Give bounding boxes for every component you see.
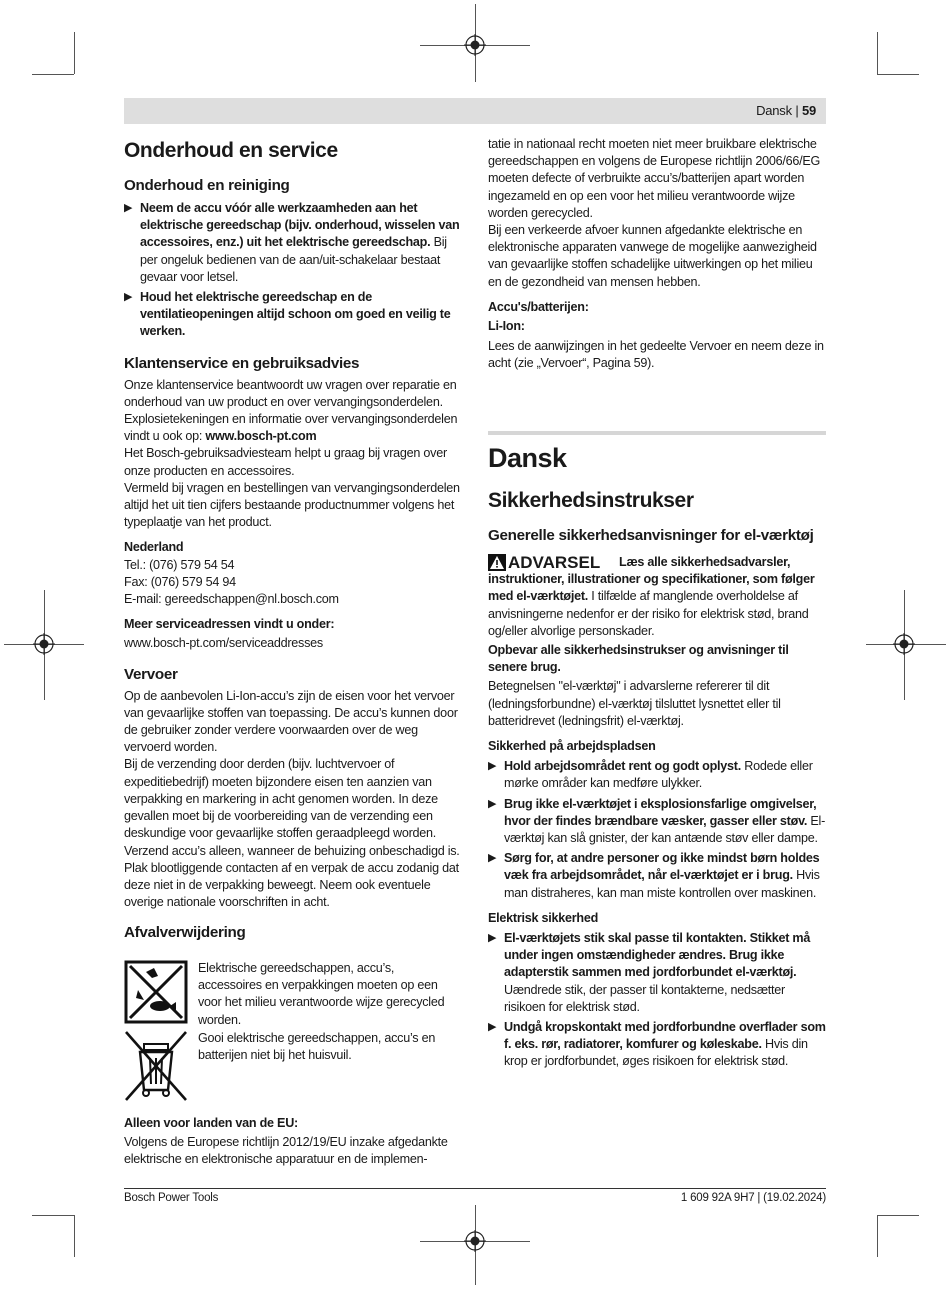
warning-triangle-icon bbox=[488, 554, 506, 571]
bullet-bold-text: Houd het elektrische gereedschap en de ventilatieopeningen altijd schoon om goed en veilig te werken. bbox=[140, 290, 451, 339]
heading-elektrisk: Elektrisk sikkerhed bbox=[488, 910, 599, 925]
crop-mark-top-left bbox=[74, 32, 75, 74]
left-column bbox=[124, 138, 462, 943]
paragraph: Op de aanbevolen Li-Ion-accu’s zijn de eisen voor het vervoer van gevaarlijke stoffen van toepassing. De accu’s kunnen door de gebruiker zonder verdere voorwaarden over de weg vervoerd worden. bbox=[124, 688, 458, 755]
bullet-bold-text: El-værktøjets stik skal passe til kontakten. Stikket må under ingen omstændigheder ændres. Brug ikke adapterstik sammen med jordforbundet el-værktøj. bbox=[504, 931, 811, 980]
heading-klantenservice: Klantenservice en gebruiksadvies bbox=[124, 354, 360, 372]
contact-fax: Fax: (076) 579 54 94 bbox=[124, 574, 236, 589]
afval-icon2-text: Gooi elektrische gereedschappen, accu’s en batterijen niet bij het huisvuil. bbox=[198, 1031, 436, 1063]
bullet-item bbox=[488, 850, 826, 902]
bullet-text: Bij per ongeluk bedienen van de aan/uit-schakelaar bestaat gevaar voor letsel. bbox=[140, 235, 447, 284]
bullet-triangle-icon: ▶ bbox=[488, 1021, 497, 1034]
bullet-item bbox=[124, 200, 462, 286]
heading-onderhoud-reiniging: Onderhoud en reiniging bbox=[124, 177, 290, 194]
paragraph: Lees de aanwijzingen in het gedeelte Vervoer en neem deze in acht (zie „Vervoer“, Pagina 59). bbox=[488, 339, 824, 371]
warning-text: I tilfælde af manglende overholdelse af anvisningerne nedenfor er der risiko for elektrisk stød, brand og/eller alvorlige personskader. bbox=[488, 589, 809, 638]
bullet-triangle-icon: ▶ bbox=[124, 291, 133, 304]
bullet-bold-text: Brug ikke el-værktøjet i eksplosionsfarlige omgivelser, hvor der findes brændbare væsker, gasser eller støv. bbox=[504, 796, 817, 828]
page-header bbox=[124, 98, 826, 124]
bullet-text: Hvis din krop er jordforbundet, øges risikoen for elektrisk stød. bbox=[504, 1037, 808, 1069]
bullet-bold-text: Hold arbejdsområdet rent og godt oplyst. bbox=[504, 759, 741, 774]
bullet-triangle-icon: ▶ bbox=[124, 202, 133, 214]
paragraph bbox=[124, 377, 462, 446]
heading-arbejdspladsen: Sikkerhed på arbejdspladsen bbox=[488, 739, 656, 754]
accu-heading: Accu's/batterijen: bbox=[488, 299, 589, 314]
country-heading: Nederland bbox=[124, 540, 184, 555]
opbevar-text: Opbevar alle sikkerhedsinstrukser og anvisninger til senere brug. bbox=[488, 643, 789, 675]
heading-afvalverwijdering: Afvalverwijdering bbox=[124, 924, 246, 942]
footer-rule bbox=[124, 1188, 826, 1189]
bullet-text: Rodede eller mørke områder kan medføre ulykker. bbox=[504, 759, 813, 791]
right-column-top bbox=[488, 136, 826, 373]
footer-left: Bosch Power Tools bbox=[124, 1192, 219, 1204]
heading-generelle: Generelle sikkerhedsanvisninger for el-værktøj bbox=[488, 527, 814, 544]
paragraph-text: Onze klantenservice beantwoordt uw vragen over reparatie en onderhoud van uw product en over vervangingsonderdelen. Explosietekeningen en informatie over vervangingsonderdelen vindt u ook op: bbox=[124, 377, 458, 444]
section-divider bbox=[488, 431, 826, 435]
section-title-onderhoud: Onderhoud en service bbox=[124, 139, 338, 162]
bosch-url-link[interactable]: www.bosch-pt.com bbox=[205, 429, 317, 444]
service-addresses-link[interactable]: www.bosch-pt.com/serviceaddresses bbox=[124, 636, 323, 651]
contact-tel: Tel.: (076) 579 54 54 bbox=[124, 557, 235, 572]
right-column-dansk bbox=[488, 442, 826, 1071]
more-addresses-heading: Meer serviceadressen vindt u onder: bbox=[124, 617, 335, 632]
bullet-text: Uændrede stik, der passer til kontakterne, nedsætter risikoen for elektrisk stød. bbox=[504, 982, 785, 1014]
crop-mark-top-right-h bbox=[877, 74, 919, 75]
page-number: 59 bbox=[801, 103, 816, 118]
registration-target-icon bbox=[464, 34, 486, 56]
paragraph: Bij een verkeerde afvoer kunnen afgedankte elektrische en elektronische apparaten vanwege de mogelijke aanwezigheid van gevaarlijke stoffen schadelijke uitwerkingen op het milieu en de gezondheid van mensen hebben. bbox=[488, 223, 817, 289]
heading-vervoer: Vervoer bbox=[124, 665, 178, 683]
registration-target-icon bbox=[893, 633, 915, 655]
paragraph: tatie in nationaal recht moeten niet meer bruikbare elektrische gereedschappen en volgens de Europese richtlijn 2006/66/EG moeten defecte of verbruikte accu’s/batterijen apart worden ingezameld en op een voor het milieu verantwoorde wijze worden gerecycled. bbox=[488, 137, 821, 220]
bullet-text: Hvis man distraheres, kan man miste kontrollen over maskinen. bbox=[504, 868, 820, 900]
afval-icon1-text: Elektrische gereedschappen, accu’s, accessoires en verpakkingen moeten op een voor het milieu verantwoorde wijze gerecycled worden. bbox=[198, 961, 445, 1027]
left-column-bottom bbox=[124, 1115, 462, 1169]
header-language-page: Dansk | 59 bbox=[756, 103, 816, 118]
bullet-triangle-icon: ▶ bbox=[488, 760, 497, 773]
registration-target-icon bbox=[464, 1230, 486, 1252]
bullet-item bbox=[488, 758, 826, 792]
crop-mark-bottom-right-h bbox=[877, 1215, 919, 1216]
warning-bold-text: Læs alle sikkerhedsadvarsler, instruktioner, illustrationer og specifikationer, som følger med el-værktøjet. bbox=[488, 555, 815, 604]
bullet-triangle-icon: ▶ bbox=[488, 797, 497, 810]
registration-target-icon bbox=[33, 633, 55, 655]
crossed-bin-icon bbox=[124, 1030, 188, 1102]
crop-mark-bottom-right bbox=[877, 1215, 878, 1257]
paragraph: Verzend accu’s alleen, wanneer de behuizing onbeschadigd is. Plak blootliggende contacten af en verpak de accu zodanig dat deze niet in de verpakking beweegt. Neem ook eventuele overige nationale voorschriften in acht. bbox=[124, 843, 460, 910]
paragraph: Betegnelsen "el-værktøj" i advarslerne refererer til dit (ledningsforbundne) el-værktøj tilsluttet lysnettet eller til batteridrevet (ledningsfrit) el-værktøj. bbox=[488, 679, 781, 728]
bullet-item bbox=[124, 289, 462, 341]
bullet-bold-text: Undgå kropskontakt med jordforbundne overflader som f. eks. rør, radiatorer, komfurer og køleskabe. bbox=[504, 1020, 826, 1052]
bullet-triangle-icon: ▶ bbox=[488, 852, 497, 865]
contact-email: E-mail: gereedschappen@nl.bosch.com bbox=[124, 592, 339, 607]
crop-mark-top-left-h bbox=[32, 74, 74, 75]
paragraph: Vermeld bij vragen en bestellingen van vervangingsonderdelen altijd het uit tien cijfers bestaande productnummer volgens het typeplaatje van het product. bbox=[124, 480, 460, 530]
bullet-text: El-værktøj kan slå gnister, der kan antænde støv eller dampe. bbox=[504, 813, 826, 846]
liion-heading: Li-Ion: bbox=[488, 319, 525, 334]
sikkerhed-title: Sikkerhedsinstrukser bbox=[488, 489, 694, 512]
paragraph: Het Bosch-gebruiksadviesteam helpt u graag bij vragen over onze producten en accessoires. bbox=[124, 446, 447, 478]
crop-mark-top-right bbox=[877, 32, 878, 74]
crop-mark-bottom-left-h bbox=[32, 1215, 74, 1216]
bullet-item bbox=[488, 1019, 826, 1071]
crop-mark-bottom-left bbox=[74, 1215, 75, 1257]
warning-label bbox=[488, 554, 600, 571]
bullet-triangle-icon: ▶ bbox=[488, 932, 497, 945]
bullet-item bbox=[488, 930, 826, 1016]
recycle-packaging-icon bbox=[124, 960, 188, 1024]
header-language: Dansk bbox=[756, 103, 792, 118]
warning-label-text: ADVARSEL bbox=[508, 553, 601, 572]
bullet-bold-text: Sørg for, at andre personer og ikke mindst børn holdes væk fra arbejdsområdet, når el-værktøjet er i brug. bbox=[504, 851, 820, 883]
dansk-title: Dansk bbox=[488, 443, 567, 473]
bullet-bold-text: Neem de accu vóór alle werkzaamheden aan het elektrische gereedschap (bijv. onderhoud, wisselen van accessoires, enz.) uit het elektrische gereedschap. bbox=[140, 201, 460, 250]
footer-right: 1 609 92A 9H7 | (19.02.2024) bbox=[680, 1192, 826, 1204]
paragraph: Bij de verzending door derden (bijv. luchtvervoer of expeditiebedrijf) moeten bijzondere eisen ten aanzien van verpakking en markering in acht genomen worden. In deze gevallen moet bij de voorbereiding van de verzending een deskundige voor gevaarlijke stoffen geraadpleegd worden. bbox=[124, 757, 438, 841]
paragraph: Volgens de Europese richtlijn 2012/19/EU inzake afgedankte elektrische en elektronische apparatuur en de implemen- bbox=[124, 1135, 448, 1167]
warning-block bbox=[488, 554, 826, 588]
bullet-item bbox=[488, 796, 826, 848]
eu-heading: Alleen voor landen van de EU: bbox=[124, 1116, 299, 1130]
